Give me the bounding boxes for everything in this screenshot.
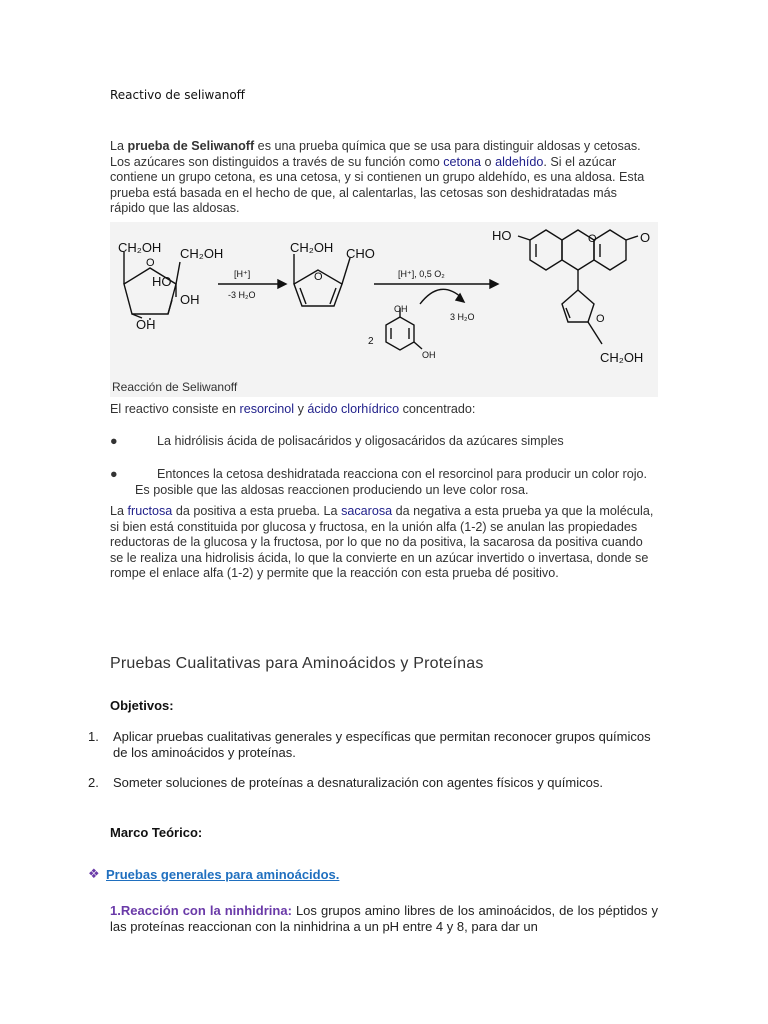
intro-bold-term: prueba de Seliwanoff — [127, 139, 255, 153]
intro-paragraph: La prueba de Seliwanoff es una prueba química que se usa para distinguir aldosas y cetosas. Los azúcares son distinguidos a través de su función como cetona o aldehído. Si el azúcar contiene un grupo cetona, es una cetosa, y si contienen un grupo aldehído, es una aldosa. Esta prueba está basada en el hecho de que, al calentarlas, las cetosas son deshidratadas más rápido que las aldosas. — [110, 139, 645, 215]
list-item — [88, 729, 658, 760]
ninhidrina-label: 1.Reacción con la ninhidrina: — [110, 903, 292, 918]
section-heading: Pruebas Cualitativas para Aminoácidos y Proteínas — [110, 655, 484, 672]
diamond-bullet-icon: ❖ — [88, 866, 100, 881]
label-cho: CHO — [346, 246, 375, 261]
label-ch2oh-1: CH₂OH — [118, 240, 162, 255]
label-o-product-furan: O — [596, 313, 605, 325]
label-o-product-ring: O — [588, 233, 597, 245]
ninhidrina-paragraph: 1.Reacción con la ninhidrina: Los grupos amino libres de los aminoácidos, de los péptidos y las proteínas reaccionan con la ninhidrina a un pH entre 4 y 8, para dar un — [110, 903, 658, 934]
list-item-text: La hidrólisis ácida de polisacáridos y oligosacáridos da azúcares simples — [157, 434, 564, 448]
label-oh-2: OH — [136, 317, 156, 332]
objectives-label: Objetivos: — [110, 698, 174, 713]
list-item-text: Someter soluciones de proteínas a desnaturalización con agentes físicos y químicos. — [113, 775, 603, 790]
label-o-1: O — [146, 257, 155, 269]
label-resorcinol-oh-1: OH — [394, 304, 408, 314]
label-ch2oh-2: CH₂OH — [180, 246, 224, 261]
list-item — [110, 434, 658, 450]
label-ho: HO — [152, 274, 172, 289]
label-ch2oh-3: CH₂OH — [290, 240, 334, 255]
link-aldehido[interactable]: aldehído — [495, 154, 544, 169]
reagent-paragraph: El reactivo consiste en resorcinol y ácido clorhídrico concentrado: — [110, 402, 476, 416]
label-resorcinol-oh-2: OH — [422, 350, 436, 360]
figure-caption: Reacción de Seliwanoff — [112, 380, 238, 394]
list-item-text: Entonces la cetosa deshidratada reacciona con el resorcinol para producir un color rojo. Es posible que las aldosas reaccionen produciendo un leve color rosa. — [135, 467, 648, 497]
list-item-number: 2. — [88, 775, 99, 790]
label-coefficient: 2 — [368, 336, 374, 347]
label-step2-top: [H⁺], 0,5 O₂ — [398, 269, 445, 279]
label-oh-1: OH — [180, 292, 200, 307]
sucrose-paragraph: La fructosa da positiva a esta prueba. La sacarosa da negativa a esta prueba ya que la molécula, si bien está constituida por glucosa y fructosa, en la unión alfa (1-2) se anulan las propiedades reductoras de la glucosa y la fructosa, por lo que no da positiva, la sacarosa da positiva cuando se le realiza una hidrolisis ácida, lo que la convierte en un azúcar invertido o invertasa, donde se rompe el enlace alfa (1-2) y permite que la reacción con esta prueba dé positivo. — [110, 504, 654, 580]
label-ho-product: HO — [492, 228, 512, 243]
link-acido-clorhidrico[interactable]: ácido clorhídrico — [307, 402, 400, 416]
bullet-icon: ● — [110, 467, 118, 481]
seliwanoff-reaction-diagram — [110, 222, 658, 397]
label-ch2oh-product: CH₂OH — [600, 350, 644, 365]
label-step1-top: [H⁺] — [234, 269, 251, 279]
document-title: Reactivo de seliwanoff — [110, 88, 245, 102]
bullet-icon: ● — [110, 434, 118, 448]
reaction-figure — [110, 222, 658, 397]
link-pruebas-generales[interactable]: Pruebas generales para aminoácidos. — [106, 867, 340, 882]
link-fructosa[interactable]: fructosa — [127, 504, 173, 518]
label-step2-bottom: 3 H₂O — [450, 312, 475, 322]
link-resorcinol[interactable]: resorcinol — [239, 402, 295, 416]
list-item — [110, 467, 658, 498]
marco-teorico-heading: Marco Teórico: — [110, 825, 203, 840]
list-item — [88, 775, 658, 791]
link-sacarosa[interactable]: sacarosa — [341, 504, 393, 518]
label-o-product-keto: O — [640, 230, 651, 245]
list-item-number: 1. — [88, 729, 99, 744]
list-item-text: Aplicar pruebas cualitativas generales y específicas que permitan reconocer grupos químicos de los aminoácidos y proteínas. — [113, 729, 651, 760]
link-cetona[interactable]: cetona — [443, 154, 482, 169]
label-step1-bottom: -3 H₂O — [228, 290, 256, 300]
label-o-2: O — [314, 271, 323, 283]
